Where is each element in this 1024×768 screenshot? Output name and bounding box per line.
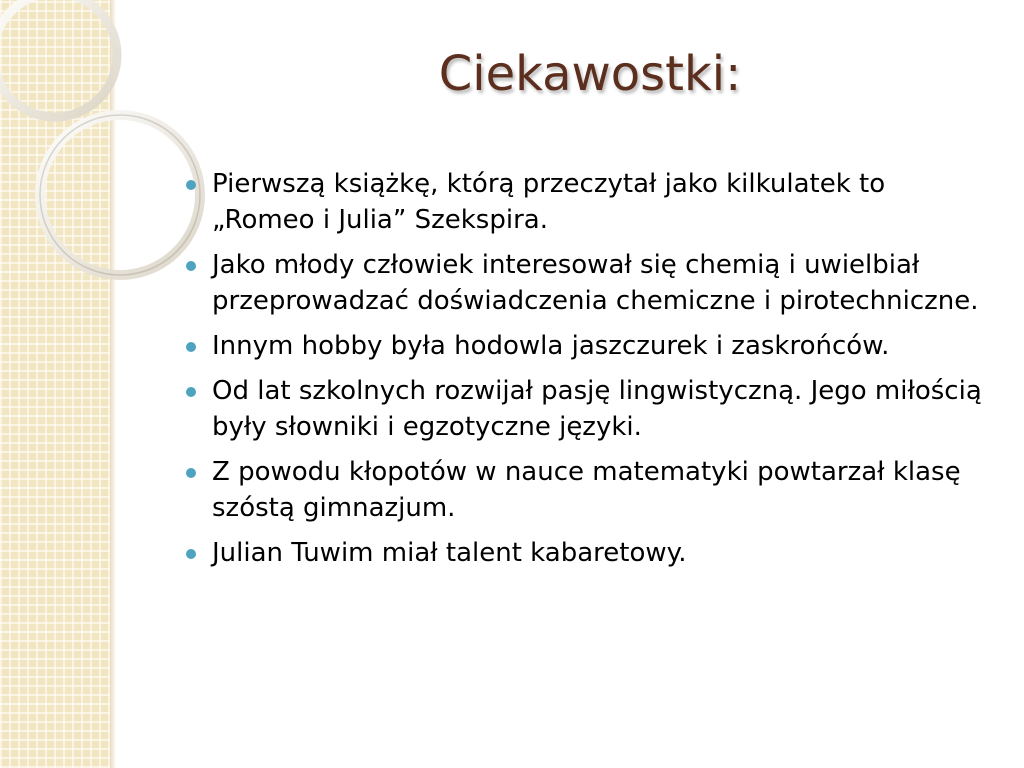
bullet-text: Innym hobby była hodowla jaszczurek i zaskrońców. — [212, 331, 890, 361]
bullet-dot-icon — [186, 468, 196, 478]
bullet-list — [182, 166, 992, 580]
bullet-text: Z powodu kłopotów w nauce matematyki powtarzał klasę szóstą gimnazjum. — [212, 457, 961, 523]
slide-title: Ciekawostki: — [438, 46, 742, 102]
bullet-item — [182, 166, 992, 238]
bullet-text: Julian Tuwim miał talent kabaretowy. — [212, 538, 687, 568]
side-panel-pattern — [0, 0, 110, 768]
bullet-text: Od lat szkolnych rozwijał pasję lingwistyczną. Jego miłością były słowniki i egzotyczne języki. — [212, 376, 982, 442]
bullet-text: Jako młody człowiek interesował się chemią i uwielbiał przeprowadzać doświadczenia chemiczne i pirotechniczne. — [212, 250, 979, 316]
bullet-item — [182, 373, 992, 445]
bullet-dot-icon — [186, 549, 196, 559]
bullet-dot-icon — [186, 387, 196, 397]
side-panel-edge — [110, 0, 116, 768]
bullet-dot-icon — [186, 180, 196, 190]
bullet-item — [182, 535, 992, 571]
bullet-item — [182, 454, 992, 526]
bullet-item — [182, 247, 992, 319]
bullet-dot-icon — [186, 342, 196, 352]
bullet-text: Pierwszą książkę, którą przeczytał jako kilkulatek to „Romeo i Julia” Szekspira. — [212, 169, 886, 235]
bullet-dot-icon — [186, 261, 196, 271]
bullet-item — [182, 328, 992, 364]
